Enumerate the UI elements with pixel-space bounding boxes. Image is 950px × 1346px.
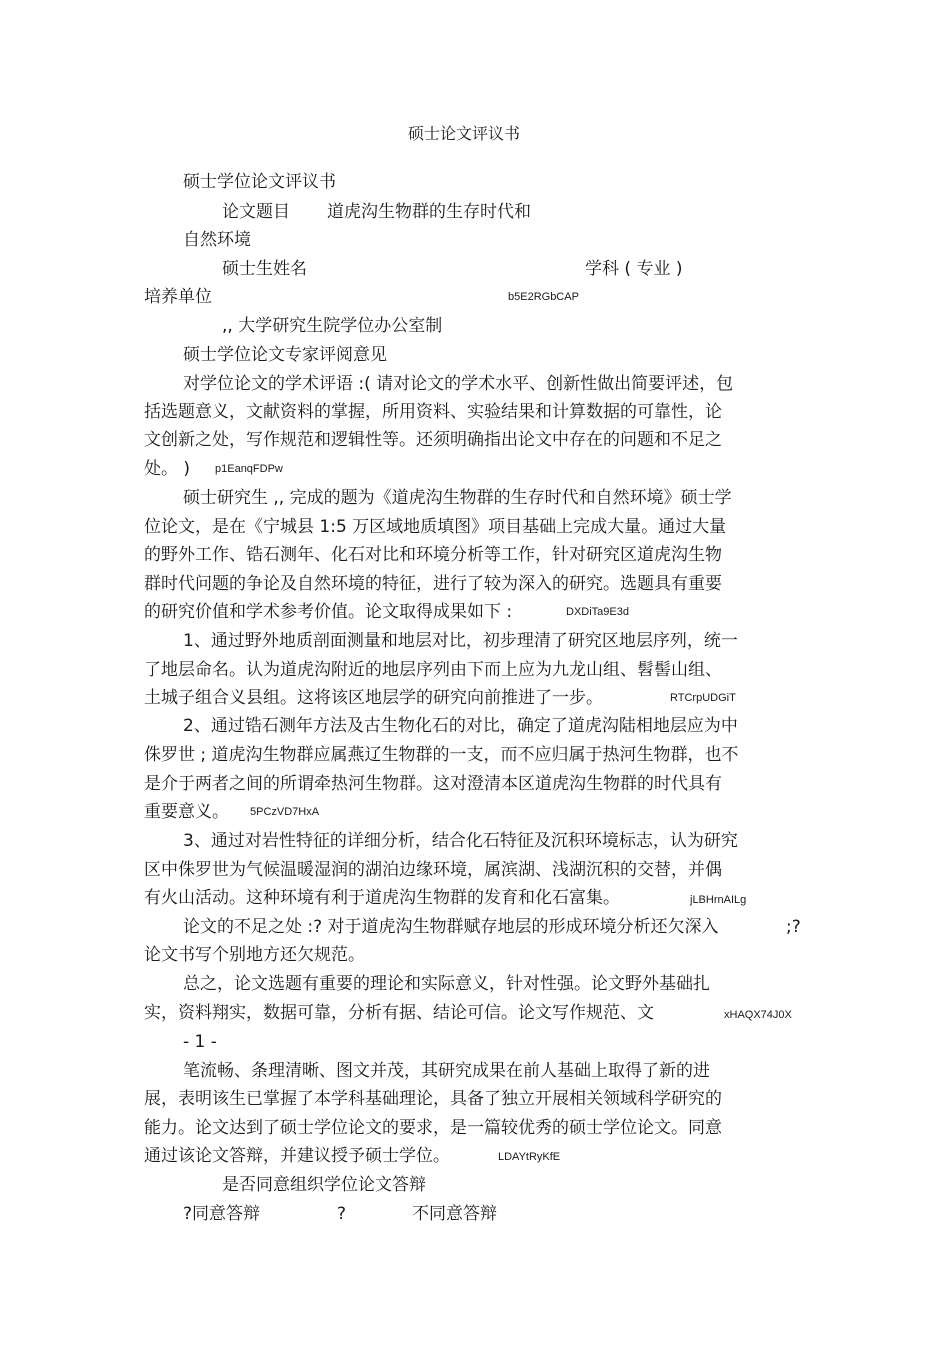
subject-label: 学科 ( 专业 ) [585, 259, 683, 279]
student-name-label: 硕士生姓名 [222, 259, 307, 279]
review-body-line: 的野外工作、锆石测年、化石对比和环境分析等工作，针对研究区道虎沟生物 [144, 545, 722, 565]
defense-question: 是否同意组织学位论文答辩 [222, 1175, 426, 1195]
review-prompt-line: 处。 ) [144, 459, 191, 479]
topic-value-line2: 自然环境 [183, 230, 251, 250]
topic-label: 论文题目 [222, 202, 290, 222]
result-2-line: 重要意义。 [144, 802, 229, 822]
subtitle: 硕士学位论文评议书 [183, 172, 336, 192]
watermark-code: DXDiTa9E3d [566, 606, 629, 618]
result-1-line: 土城子组合义县组。这将该区地层学的研究向前推进了一步。 [144, 688, 603, 708]
review-prompt-line: 对学位论文的学术评语 :( 请对论文的学术水平、创新性做出简要评述，包 [183, 374, 734, 394]
result-1-line: 1、通过野外地质剖面测量和地层对比，初步理清了研究区地层序列，统一 [183, 631, 738, 651]
review-prompt-line: 括选题意义，文献资料的掌握，所用资料、实验结果和计算数据的可靠性，论 [144, 402, 722, 422]
office-line: ,, 大学研究生院学位办公室制 [222, 316, 443, 336]
watermark-code: RTCrpUDGiT [670, 692, 736, 704]
review-body-line: 硕士研究生 ,, 完成的题为《道虎沟生物群的生存时代和自然环境》硕士学 [183, 488, 732, 508]
summary-line: 实，资料翔实，数据可靠，分析有据、结论可信。论文写作规范、文 [144, 1003, 654, 1023]
option-checkbox-mark: ? [337, 1204, 347, 1224]
continuation-line: 能力。论文达到了硕士学位论文的要求，是一篇较优秀的硕士学位论文。同意 [144, 1118, 722, 1138]
shortfall-tail: ;? [786, 917, 801, 937]
watermark-code: xHAQX74J0X [724, 1009, 792, 1021]
shortfall-line: 论文的不足之处 :? 对于道虎沟生物群赋存地层的形成环境分析还欠深入 [183, 917, 719, 937]
topic-value-line1: 道虎沟生物群的生存时代和 [327, 202, 531, 222]
result-3-line: 3、通过对岩性特征的详细分析，结合化石特征及沉积环境标志，认为研究 [183, 831, 738, 851]
result-2-line: 2、通过锆石测年方法及古生物化石的对比，确定了道虎沟陆相地层应为中 [183, 716, 738, 736]
document-title: 硕士论文评议书 [408, 124, 521, 143]
continuation-line: 笔流畅、条理清晰、图文并茂，其研究成果在前人基础上取得了新的进 [183, 1061, 710, 1081]
result-2-line: 是介于两者之间的所谓牵热河生物群。这对澄清本区道虎沟生物群的时代具有 [144, 774, 722, 794]
watermark-code: 5PCzVD7HxA [250, 806, 320, 818]
review-body-line: 群时代问题的争论及自然环境的特征，进行了较为深入的研究。选题具有重要 [144, 574, 722, 594]
review-prompt-line: 文创新之处，写作规范和逻辑性等。还须明确指出论文中存在的问题和不足之 [144, 430, 722, 450]
unit-label: 培养单位 [144, 287, 212, 307]
continuation-line: 展，表明该生已掌握了本学科基础理论，具备了独立开展相关领域科学研究的 [144, 1089, 722, 1109]
review-body-line: 的研究价值和学术参考价值。论文取得成果如下 : [144, 602, 513, 622]
shortfall-line: 论文书写个别地方还欠规范。 [144, 945, 365, 965]
result-3-line: 区中侏罗世为气候温暖湿润的湖泊边缘环境，属滨湖、浅湖沉积的交替，并偶 [144, 860, 722, 880]
summary-line: 总之，论文选题有重要的理论和实际意义，针对性强。论文野外基础扎 [183, 974, 710, 994]
continuation-line: 通过该论文答辩，并建议授予硕士学位。 [144, 1146, 450, 1166]
review-body-line: 位论文，是在《宁城县 1:5 万区域地质填图》项目基础上完成大量。通过大量 [144, 517, 727, 537]
result-2-line: 侏罗世 ; 道虎沟生物群应属燕辽生物群的一支，而不应归属于热河生物群，也不 [144, 745, 739, 765]
result-3-line: 有火山活动。这种环境有利于道虎沟生物群的发育和化石富集。 [144, 888, 620, 908]
expert-heading: 硕士学位论文专家评阅意见 [183, 345, 387, 365]
option-agree: ?同意答辩 [183, 1204, 261, 1224]
watermark-code: p1EanqFDPw [215, 463, 283, 475]
result-1-line: 了地层命名。认为道虎沟附近的地层序列由下而上应为九龙山组、髫髻山组、 [144, 660, 722, 680]
option-disagree: 不同意答辩 [412, 1204, 497, 1224]
watermark-code: LDAYtRyKfE [498, 1151, 561, 1163]
page-number: - 1 - [183, 1032, 217, 1052]
watermark-code: jLBHrnAILg [690, 894, 747, 906]
watermark-code: b5E2RGbCAP [508, 291, 579, 303]
